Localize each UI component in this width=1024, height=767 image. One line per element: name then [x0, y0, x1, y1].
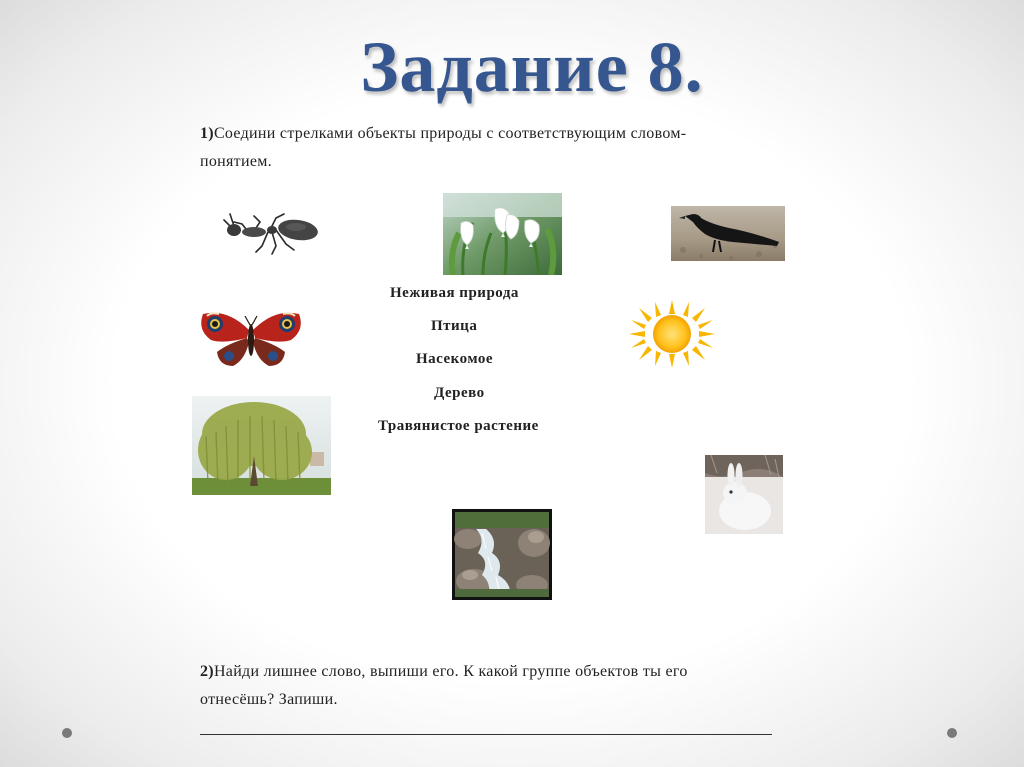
right-bullet-dot [947, 728, 957, 738]
task-1-line-2: понятием. [200, 153, 272, 170]
task-1-number: 1) [200, 125, 214, 142]
concept-herbaceous-plant: Травянистое растение [378, 418, 539, 434]
butterfly-icon [197, 308, 305, 368]
slide-title: Задание 8. [360, 27, 704, 107]
task-2-number: 2) [200, 663, 214, 680]
task-2-line-2: отнесёшь? Запиши. [200, 691, 338, 708]
task-2-line-1: Найди лишнее слово, выпиши его. К какой группе объектов ты его [213, 663, 688, 680]
concept-tree: Дерево [434, 385, 485, 401]
snowdrop-flowers-photo [443, 193, 562, 275]
concept-insect: Насекомое [416, 351, 494, 367]
answer-line[interactable] [200, 734, 772, 735]
task-1-text [200, 120, 840, 176]
white-hare-photo [705, 455, 783, 534]
concept-nonliving-nature: Неживая природа [390, 285, 519, 301]
ant-icon [220, 208, 324, 258]
waterfall-photo [452, 509, 552, 600]
concept-bird: Птица [431, 318, 478, 334]
willow-tree-photo [192, 396, 331, 495]
task-1-line-1: Соедини стрелками объекты природы с соответствующим словом- [213, 125, 687, 142]
sun-icon [625, 300, 719, 368]
left-bullet-dot [62, 728, 72, 738]
task-2-text [200, 658, 840, 714]
crow-photo [671, 206, 785, 261]
